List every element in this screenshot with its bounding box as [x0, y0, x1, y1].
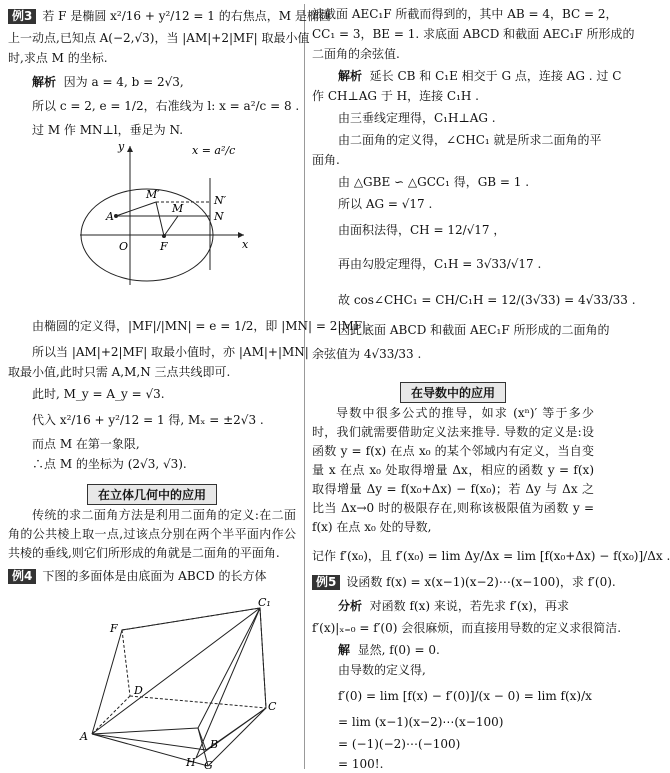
label-c: C [268, 700, 277, 713]
r-solution-line4: 由二面角的定义得，∠CHC₁ 就是所求二面角的平 [338, 133, 602, 147]
paragraph-dihedral: 传统的求二面角方法是利用二面角的定义:在二面角的公共棱上取一点,过该点分别在两个半平面内作公共棱的垂线,则它们所形成的角就是二面角的平面角. [8, 508, 296, 560]
segment-m-f [164, 216, 178, 236]
r-solution-tag: 解析 [338, 69, 363, 83]
label-a: A [80, 730, 88, 743]
origin-label: O [119, 240, 129, 253]
section-heading-derivative: 在导数中的应用 [312, 382, 594, 403]
r-solution-line2: 作 CH⊥AG 于 H，连接 C₁H . [312, 89, 479, 103]
edge-f-d [122, 630, 130, 696]
r-solution-line3: 由三垂线定理得，C₁H⊥AG . [338, 111, 496, 125]
ex4-line: 例4 下图的多面体是由底面为 ABCD 的长方体 [8, 568, 267, 584]
ex3-line2: 上一动点,已知点 A(−2,√3)，当 |AM|+2|MF| 取最小值 [8, 31, 310, 45]
answer-line: ∴点 M 的坐标为 (2√3, √3). [32, 457, 187, 471]
example3-tag: 例3 [8, 9, 36, 24]
m-label: M [172, 202, 184, 215]
a-label: A [106, 210, 114, 223]
label-f: F [110, 622, 118, 635]
section-heading-geometry: 在立体几何中的应用 [8, 484, 296, 505]
r-solution-line8: 由面积法得，CH = 12/√17 ， [338, 223, 506, 237]
derivative-definition: 记作 f′(x₀)，且 f′(x₀) = lim Δy/Δx = lim [f(x₀+Δx) − f(x₀)]/Δx . [312, 549, 670, 563]
r-solution-line7: 所以 AG = √17 . [338, 197, 433, 211]
y-label: y [118, 140, 125, 153]
ex4-cont2: CC₁ = 3，BE = 1. 求底面 ABCD 和截面 AEC₁F 所形成的 [312, 27, 635, 41]
analysis-tag: 分析 [338, 599, 363, 613]
directrix-label: x = a²/c [192, 144, 236, 157]
edge-c1-e [198, 608, 260, 728]
mprime-label: M′ [146, 188, 160, 201]
ex5-solution-line4: = lim (x−1)(x−2)⋯(x−100) [338, 715, 504, 729]
point-a [114, 214, 118, 218]
polyhedron-figure [78, 598, 278, 770]
segment-mprime-f [156, 202, 164, 236]
ex5-solution-line2: 由导数的定义得, [338, 663, 426, 677]
ex5-solution-tag: 解 [338, 643, 351, 657]
r-solution-line5: 面角. [312, 153, 340, 167]
ex5-solution-line6: = 100!. [338, 757, 384, 771]
solution-line2: 所以 c = 2, e = 1/2，右准线为 l: x = a²/c = 8 . [32, 99, 300, 113]
now-line: 此时, M_y = A_y = √3. [32, 387, 165, 401]
ex5-line: 例5 设函数 f(x) = x(x−1)(x−2)⋯(x−100)，求 f′(0). [312, 574, 616, 590]
definition-line2: 所以当 |AM|+2|MF| 取最小值时，亦 |AM|+|MN| [32, 345, 309, 359]
focus-label: F [160, 240, 168, 253]
r-solution-line9: 再由勾股定理得，C₁H = 3√33/√17 . [338, 257, 542, 271]
r-solution-line11: 因此底面 ABCD 和截面 AEC₁F 所形成的二面角的 [338, 323, 610, 337]
analysis-line2: f′(x)|ₓ₌₀ = f′(0) 会很麻烦，而直接用导数的定义求很简洁. [312, 621, 622, 635]
segment-a-mprime [116, 202, 156, 216]
ex5-solution-line3: f′(0) = lim [f(x) − f′(0)]/(x − 0) = lim f(x)/x [338, 689, 592, 703]
nprime-label: N′ [214, 194, 227, 207]
r-solution-line10: 故 cos∠CHC₁ = CH/C₁H = 12/(3√33) = 4√33/33 . [338, 293, 636, 307]
paragraph-derivative: 导数中很多公式的推导，如求 (xⁿ)′ 等于多少时，我们就需要借助定义法来推导. 导数的定义是:设函数 y = f(x) 在点 x₀ 的某个邻域内有定义，当自变量 x 在点 x₀ 处取得增量 Δx，相应的函数 y = f(x) 取得增量 Δy = f(x₀+Δx) − f(x₀)；若 Δy 与 Δx 之比当 Δx→0 时的极限存在,则称该极限值为函数 y = f(x) 在点 x₀ 处的导数, [312, 406, 594, 534]
label-c1: C₁ [258, 596, 271, 609]
y-axis-arrow [127, 146, 133, 152]
ellipse-figure [72, 140, 252, 290]
r-solution-line12: 余弦值为 4√33/33 . [312, 347, 422, 361]
label-b: B [210, 738, 219, 751]
solution-line3: 过 M 作 MN⊥l，垂足为 N. [32, 123, 184, 137]
r-solution-line6: 由 △GBE ∽ △GCC₁ 得，GB = 1 . [338, 175, 530, 189]
ex4-cont1: 被截面 AEC₁F 所截而得到的，其中 AB = 4，BC = 2， [312, 7, 618, 21]
ex4-cont3: 二面角的余弦值. [312, 47, 400, 61]
definition-line1: 由椭圆的定义得，|MF|/|MN| = e = 1/2，即 |MN| = 2|MF|. [32, 319, 370, 333]
edge-a-e [92, 728, 198, 734]
ex3-line1: 例3 若 F 是椭圆 x²/16 + y²/12 = 1 的右焦点，M 是椭圆 [8, 8, 331, 24]
edge-c-g [208, 708, 266, 766]
solution-tag: 解析 [32, 75, 57, 89]
label-g: G [204, 759, 213, 772]
label-h: H [186, 756, 196, 769]
edge-c1-c [260, 608, 266, 708]
quadrant-line: 而点 M 在第一象限, [32, 437, 140, 451]
point-f [162, 234, 166, 238]
example5-tag: 例5 [312, 575, 340, 590]
substitute-line: 代入 x²/16 + y²/12 = 1 得, Mₓ = ±2√3 . [32, 413, 264, 427]
analysis-line1: 分析 对函数 f(x) 来说，若先求 f′(x)，再求 [338, 599, 569, 613]
column-divider [304, 4, 305, 769]
edge-d-c [130, 696, 266, 708]
ex5-solution-line5: = (−1)(−2)⋯(−100) [338, 737, 461, 751]
label-d: D [134, 684, 143, 697]
definition-line3: 取最小值,此时只需 A,M,N 三点共线即可. [8, 365, 231, 379]
x-label: x [242, 238, 249, 251]
example4-tag: 例4 [8, 569, 36, 584]
ex3-line3: 时,求点 M 的坐标. [8, 51, 108, 65]
ex5-solution-line1: 解 显然, f(0) = 0. [338, 643, 440, 657]
r-solution-line1: 解析 延长 CB 和 C₁E 相交于 G 点，连接 AG . 过 C [338, 69, 622, 83]
solution-line1: 解析 因为 a = 4, b = 2√3, [32, 75, 184, 89]
n-label: N [214, 210, 224, 223]
